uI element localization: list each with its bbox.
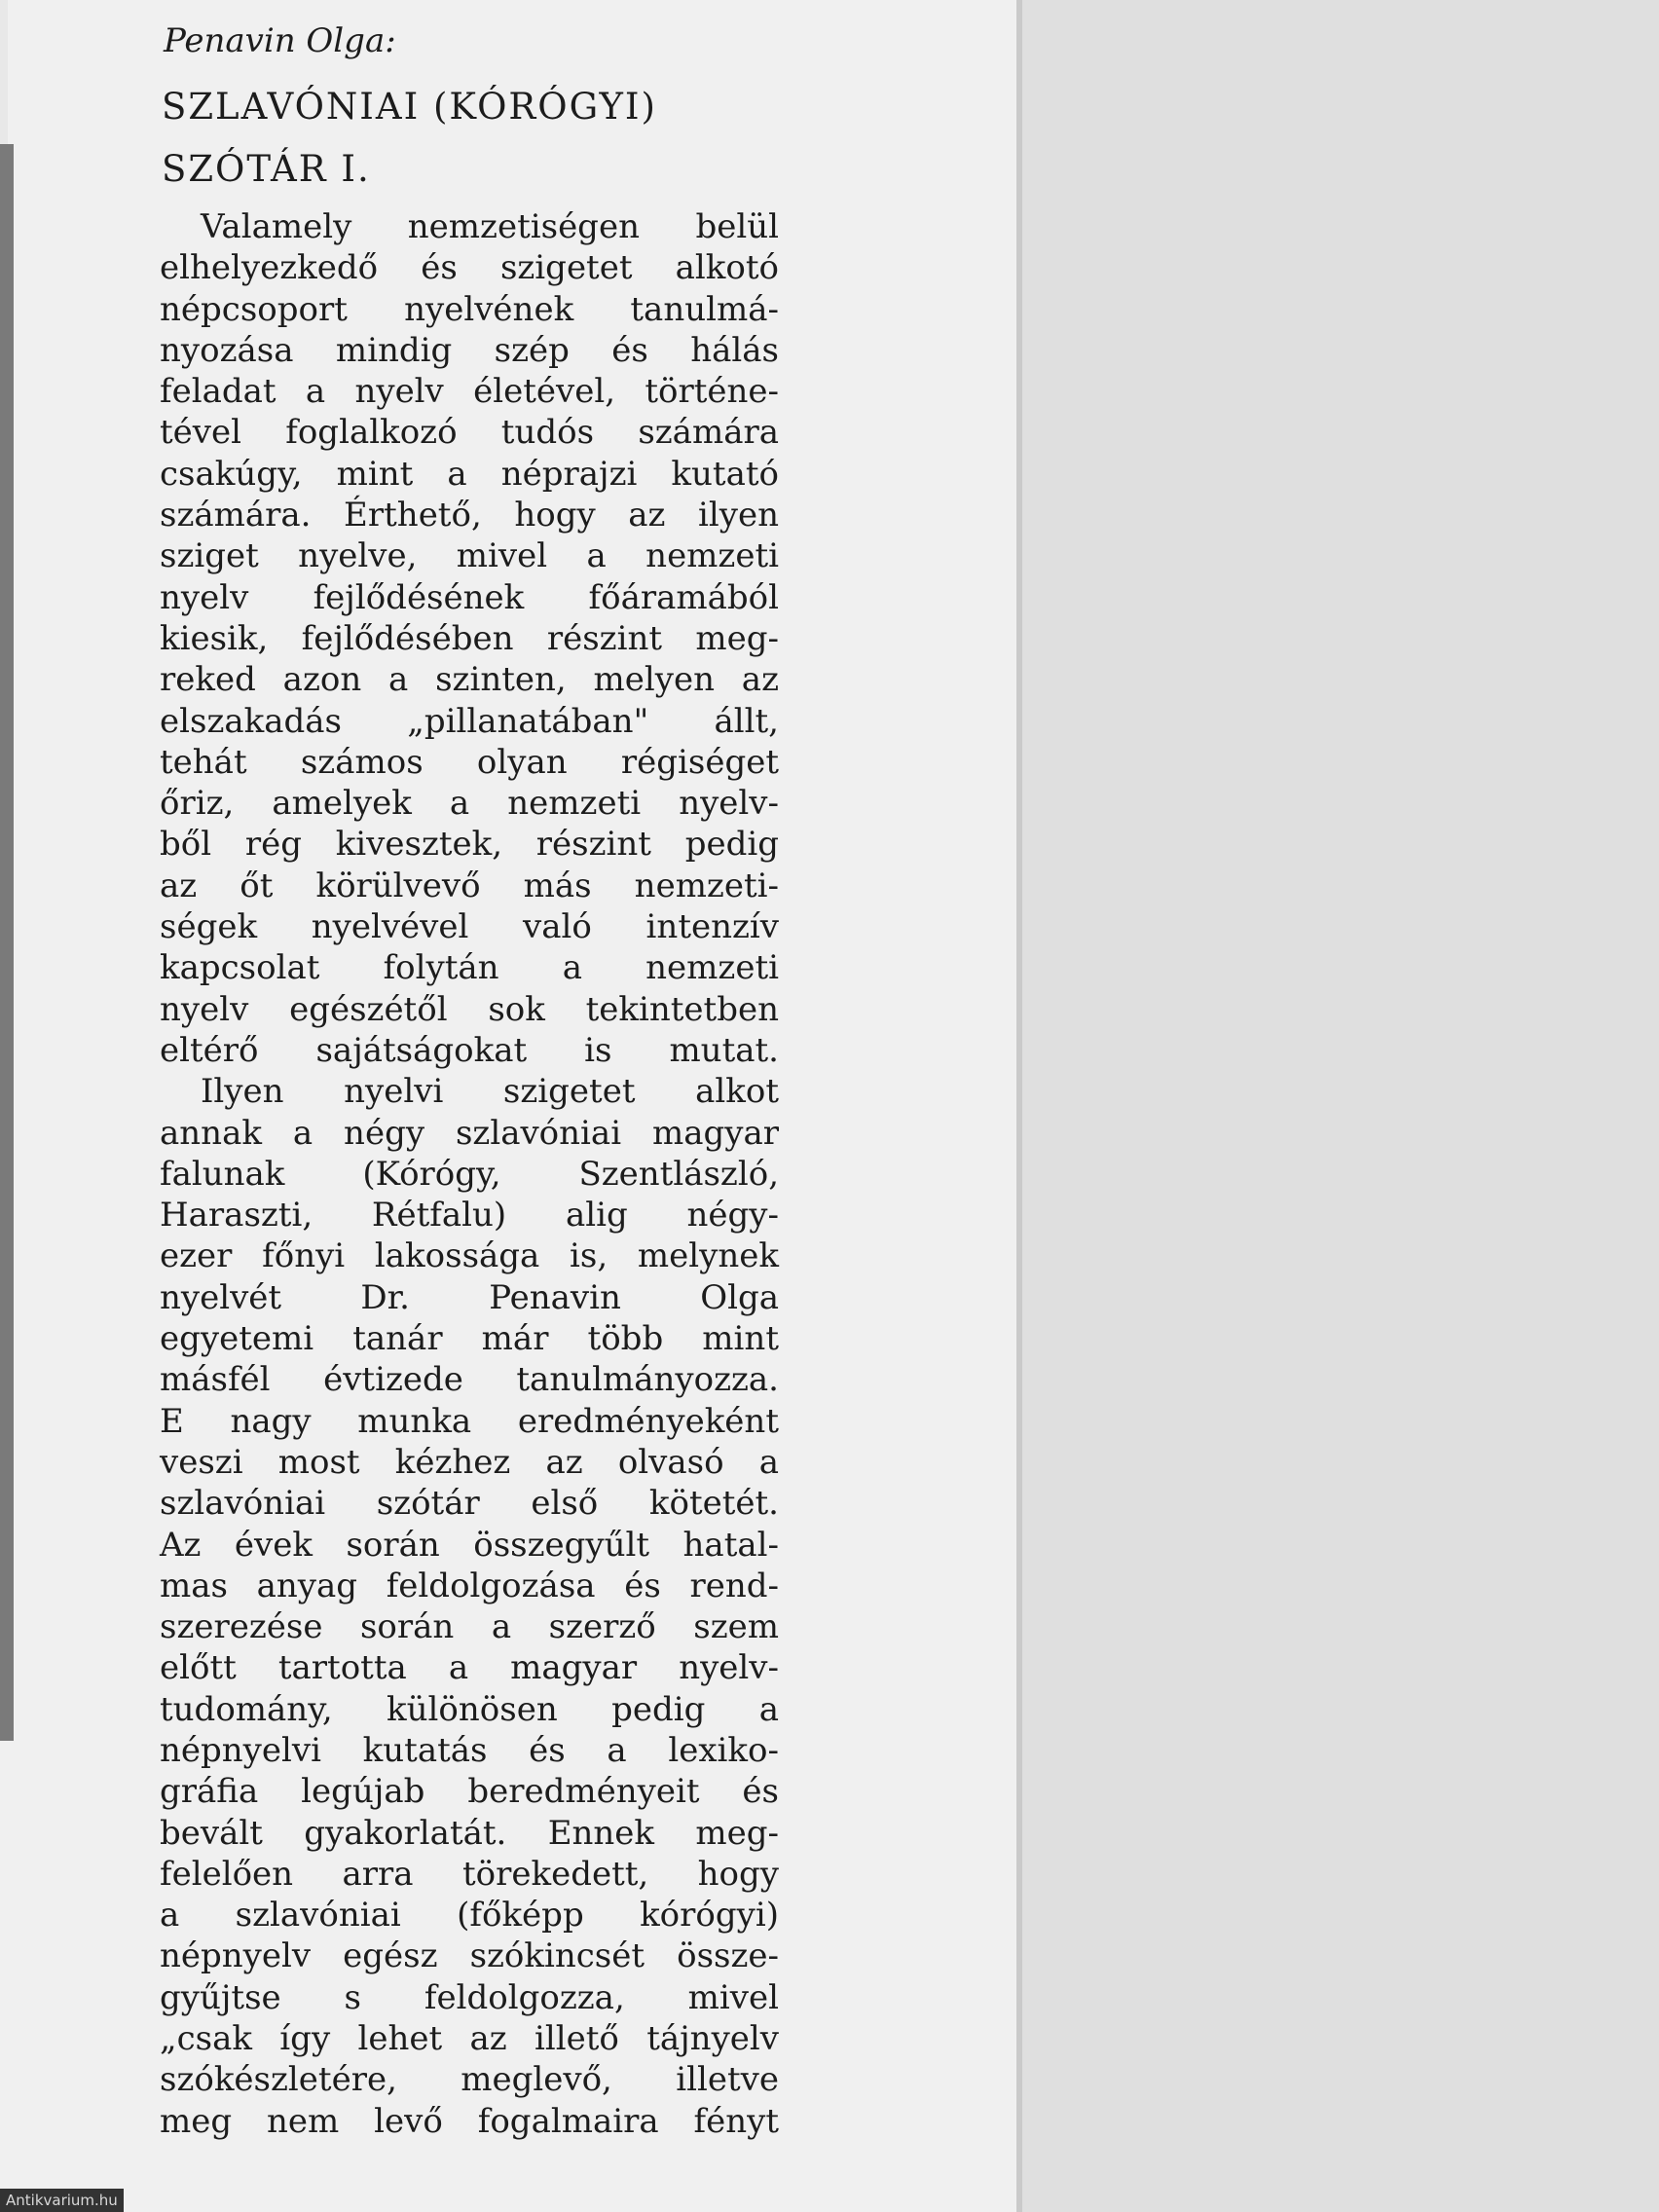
text-line: reked azon a szinten, melyen az: [160, 660, 779, 700]
text-line: annak a négy szlavóniai magyar: [160, 1113, 779, 1153]
text-line: kapcsolat folytán a nemzeti: [160, 948, 779, 988]
text-line: Haraszti, Rétfalu) alig négy-: [160, 1196, 779, 1235]
title-line-1: SZLAVÓNIAI (KÓRÓGYI): [162, 86, 657, 128]
text-line: népnyelvi kutatás és a lexiko-: [160, 1730, 779, 1770]
text-line: eltérő sajátságokat is mutat.: [160, 1030, 779, 1070]
text-line: veszi most kézhez az olvasó a: [160, 1442, 779, 1482]
text-line: a szlavóniai (főképp kórógyi): [160, 1896, 779, 1936]
watermark-label: Antikvarium.hu: [0, 2189, 124, 2212]
text-line: előtt tartotta a magyar nyelv-: [160, 1648, 779, 1688]
text-line: falunak (Kórógy, Szentlászló,: [160, 1154, 779, 1194]
text-line: szerezése során a szerző szem: [160, 1607, 779, 1647]
title-line-2: SZÓTÁR I.: [162, 148, 371, 190]
text-line: Az évek során összegyűlt hatal-: [160, 1525, 779, 1565]
text-line: népnyelv egész szókincsét össze-: [160, 1936, 779, 1976]
text-line: nyelv fejlődésének főáramából: [160, 577, 779, 617]
page-edge: [1016, 0, 1022, 2212]
body-text: [160, 206, 779, 2142]
text-line: tével foglalkozó tudós számára: [160, 413, 779, 453]
text-line: népcsoport nyelvének tanulmá-: [160, 289, 779, 329]
text-line: nyozása mindig szép és hálás: [160, 330, 779, 370]
text-line: szókészletére, meglevő, illetve: [160, 2060, 779, 2100]
text-line: feladat a nyelv életével, történe-: [160, 372, 779, 412]
text-line: sziget nyelve, mivel a nemzeti: [160, 536, 779, 576]
left-margin-top: [0, 0, 8, 144]
text-line: ségek nyelvével való intenzív: [160, 907, 779, 947]
text-line: Ilyen nyelvi szigetet alkot: [201, 1072, 779, 1112]
text-line: számára. Érthető, hogy az ilyen: [160, 496, 779, 535]
text-line: meg nem levő fogalmaira fényt: [160, 2101, 779, 2141]
background-surface: [1022, 0, 1659, 2212]
text-line: elszakadás „pillanatában" állt,: [160, 701, 779, 741]
binding-strip: [0, 144, 14, 1741]
text-line: az őt körülvevő más nemzeti-: [160, 866, 779, 905]
text-line: elhelyezkedő és szigetet alkotó: [160, 248, 779, 288]
text-line: kiesik, fejlődésében részint meg-: [160, 618, 779, 658]
text-line: bevált gyakorlatát. Ennek meg-: [160, 1813, 779, 1853]
text-line: tehát számos olyan régiséget: [160, 742, 779, 782]
text-line: egyetemi tanár már több mint: [160, 1319, 779, 1359]
author-name: Penavin Olga:: [164, 21, 396, 60]
text-line: Valamely nemzetiségen belül: [201, 207, 779, 246]
text-line: gráfia legújab beredményeit és: [160, 1772, 779, 1812]
text-line: tudomány, különösen pedig a: [160, 1689, 779, 1729]
text-line: E nagy munka eredményeként: [160, 1401, 779, 1441]
text-line: csakúgy, mint a néprajzi kutató: [160, 454, 779, 494]
text-line: nyelv egészétől sok tekintetben: [160, 989, 779, 1029]
text-line: felelően arra törekedett, hogy: [160, 1854, 779, 1894]
text-line: ből rég kivesztek, részint pedig: [160, 825, 779, 865]
text-line: szlavóniai szótár első kötetét.: [160, 1484, 779, 1524]
text-line: „csak így lehet az illető tájnyelv: [160, 2019, 779, 2059]
text-line: ezer főnyi lakossága is, melynek: [160, 1236, 779, 1276]
text-line: nyelvét Dr. Penavin Olga: [160, 1277, 779, 1317]
text-line: mas anyag feldolgozása és rend-: [160, 1566, 779, 1605]
text-line: őriz, amelyek a nemzeti nyelv-: [160, 784, 779, 824]
text-line: másfél évtizede tanulmányozza.: [160, 1360, 779, 1400]
text-line: gyűjtse s feldolgozza, mivel: [160, 1977, 779, 2017]
